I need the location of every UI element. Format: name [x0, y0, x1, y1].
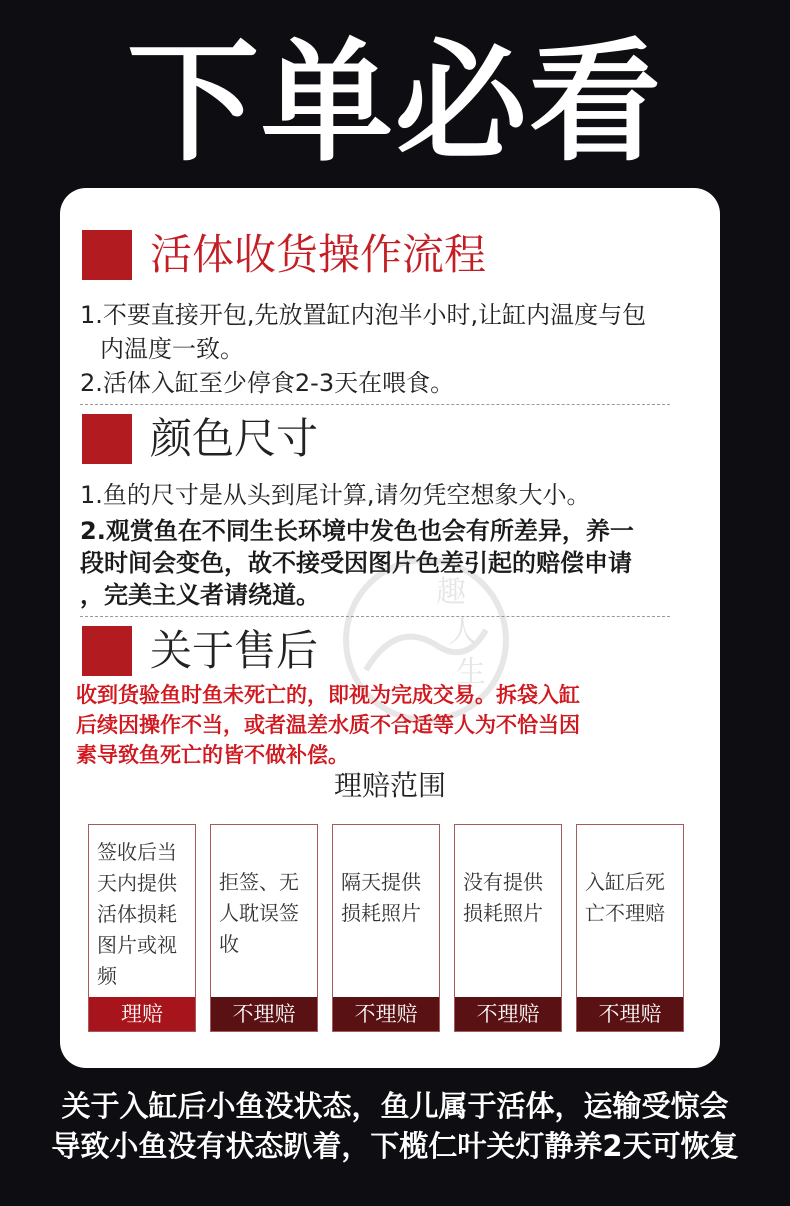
receiving-line-3: 2.活体入缸至少停食2-3天在喂食。: [80, 369, 455, 397]
claim-label-4: 不理赔: [455, 997, 561, 1031]
claim-box-2: [210, 824, 318, 1032]
color-size-line-2: 2.观赏鱼在不同生长环境中发色也会有所差异，养一: [80, 517, 634, 545]
claim-label-1: 理赔: [89, 997, 195, 1031]
claim-text-5: 入缸后死 亡不理赔: [585, 870, 665, 925]
section-header-after-sales: [82, 622, 318, 680]
info-card: [60, 188, 720, 1068]
section-title-after-sales: 关于售后: [150, 626, 319, 675]
claim-text-4: 没有提供 损耗照片: [463, 870, 543, 925]
footer-line-1: 关于入缸后小鱼没状态，鱼儿属于活体，运输受惊会: [61, 1089, 729, 1123]
section-title-receiving: 活体收货操作流程: [150, 230, 487, 279]
color-size-line-3: 段时间会变色，故不接受因图片色差引起的赔偿申请: [80, 549, 632, 577]
color-size-line-1: 1.鱼的尺寸是从头到尾计算,请勿凭空想象大小。: [80, 481, 591, 509]
watermark-char-1: 趣: [436, 575, 466, 610]
claim-text-3: 隔天提供 损耗照片: [341, 870, 421, 925]
receiving-line-1: 1.不要直接开包,先放置缸内泡半小时,让缸内温度与包: [80, 301, 647, 329]
after-sales-line-3: 素导致鱼死亡的皆不做补偿。: [76, 743, 349, 767]
after-sales-line-1: 收到货验鱼时鱼未死亡的，即视为完成交易。拆袋入缸: [76, 683, 580, 707]
watermark-char-2: 人: [448, 615, 478, 650]
claim-box-1: [88, 824, 196, 1032]
section-header-color-size: [82, 410, 318, 468]
receiving-line-2: 内温度一致。: [100, 335, 244, 363]
page-title: 下单必看: [127, 26, 663, 180]
claim-label-3: 不理赔: [333, 997, 439, 1031]
red-square-icon: [82, 414, 132, 464]
claim-label-5: 不理赔: [577, 997, 683, 1031]
color-size-line-4: ，完美主义者请绕道。: [80, 581, 320, 609]
after-sales-line-2: 后续因操作不当，或者温差水质不合适等人为不恰当因: [76, 713, 580, 737]
divider: [80, 404, 670, 405]
claim-text-2: 拒签、无 人耽误签 收: [219, 870, 299, 956]
red-square-icon: [82, 230, 132, 280]
section-header-receiving: [82, 226, 486, 284]
section-title-color-size: 颜色尺寸: [150, 414, 319, 463]
claim-label-2: 不理赔: [211, 997, 317, 1031]
claims-title: 理赔范围: [333, 769, 446, 802]
footer-line-2: 导致小鱼没有状态趴着，下榄仁叶关灯静养2天可恢复: [51, 1129, 739, 1163]
watermark-char-3: 生: [456, 655, 486, 690]
claim-box-3: [332, 824, 440, 1032]
red-square-icon: [82, 626, 132, 676]
claim-box-4: [454, 824, 562, 1032]
claim-box-5: [576, 824, 684, 1032]
claim-text-1: 签收后当 天内提供 活体损耗 图片或视 频: [97, 840, 177, 988]
